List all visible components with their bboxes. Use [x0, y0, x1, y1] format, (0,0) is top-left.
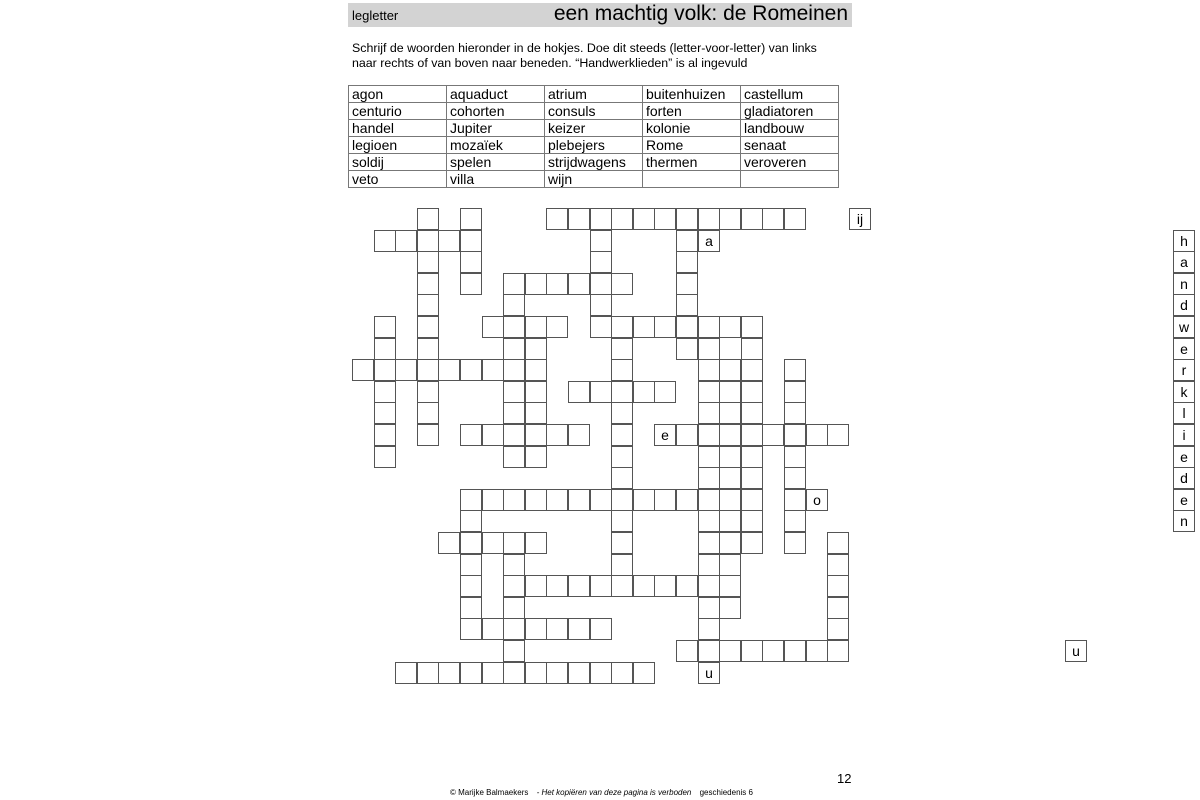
crossword-cell	[546, 424, 568, 446]
crossword-cell	[352, 359, 374, 381]
crossword-cell	[503, 640, 525, 662]
crossword-cell	[546, 575, 568, 597]
crossword-cell	[525, 381, 547, 403]
crossword-cell	[827, 597, 849, 619]
crossword-cell	[741, 489, 763, 511]
crossword-cell	[633, 575, 655, 597]
crossword-cell	[741, 316, 763, 338]
crossword-cell	[784, 359, 806, 381]
crossword-cell	[719, 554, 741, 576]
crossword-cell	[827, 554, 849, 576]
crossword-cell	[611, 467, 633, 489]
crossword-cell-prefilled: e	[1173, 338, 1195, 360]
crossword-cell	[784, 208, 806, 230]
crossword-cell	[784, 446, 806, 468]
crossword-cell	[460, 662, 482, 684]
crossword-cell	[482, 662, 504, 684]
crossword-cell	[590, 381, 612, 403]
crossword-cell	[503, 662, 525, 684]
crossword-cell	[741, 446, 763, 468]
crossword-cell	[460, 575, 482, 597]
crossword-cell	[784, 424, 806, 446]
crossword-cell	[654, 208, 676, 230]
crossword-cell-prefilled: n	[1173, 273, 1195, 295]
crossword-cell	[676, 294, 698, 316]
crossword-cell-prefilled: i	[1173, 424, 1195, 446]
crossword-cell	[698, 532, 720, 554]
crossword-cell	[676, 316, 698, 338]
crossword-cell	[546, 618, 568, 640]
crossword-cell	[698, 446, 720, 468]
crossword-cell	[698, 575, 720, 597]
crossword-cell	[719, 575, 741, 597]
crossword-cell-prefilled: h	[1173, 230, 1195, 252]
crossword-cell	[460, 424, 482, 446]
crossword-cell	[654, 381, 676, 403]
crossword-cell	[525, 618, 547, 640]
word-cell: buitenhuizen	[643, 86, 741, 103]
crossword-cell	[395, 359, 417, 381]
crossword-cell	[719, 424, 741, 446]
crossword-cell	[503, 575, 525, 597]
crossword-cell	[460, 554, 482, 576]
crossword-cell	[417, 424, 439, 446]
crossword-cell	[374, 402, 396, 424]
crossword-cell	[568, 575, 590, 597]
crossword-cell	[719, 402, 741, 424]
crossword-cell	[525, 273, 547, 295]
crossword-cell	[719, 208, 741, 230]
word-cell: forten	[643, 103, 741, 120]
crossword-cell	[741, 640, 763, 662]
crossword-cell	[590, 618, 612, 640]
crossword-cell	[633, 662, 655, 684]
crossword-cell	[503, 489, 525, 511]
crossword-cell	[503, 359, 525, 381]
crossword-cell	[417, 294, 439, 316]
crossword-cell	[482, 618, 504, 640]
crossword-cell	[590, 316, 612, 338]
crossword-cell	[676, 338, 698, 360]
word-cell: soldij	[349, 154, 447, 171]
crossword-cell	[633, 316, 655, 338]
word-cell: atrium	[545, 86, 643, 103]
crossword-cell	[611, 273, 633, 295]
crossword-cell	[698, 489, 720, 511]
word-cell: consuls	[545, 103, 643, 120]
crossword-cell	[698, 597, 720, 619]
crossword-cell	[719, 359, 741, 381]
crossword-cell	[460, 489, 482, 511]
crossword-cell	[503, 316, 525, 338]
crossword-cell	[503, 338, 525, 360]
crossword-cell	[590, 662, 612, 684]
word-cell: agon	[349, 86, 447, 103]
crossword-cell-prefilled: r	[1173, 359, 1195, 381]
crossword-cell	[374, 424, 396, 446]
crossword-cell	[784, 381, 806, 403]
crossword-cell	[395, 230, 417, 252]
crossword-cell	[719, 316, 741, 338]
crossword-cell	[590, 294, 612, 316]
crossword-cell	[698, 359, 720, 381]
crossword-cell	[741, 338, 763, 360]
crossword-cell	[417, 359, 439, 381]
crossword-cell	[460, 359, 482, 381]
crossword-cell	[460, 208, 482, 230]
crossword-cell	[784, 510, 806, 532]
crossword-cell	[568, 618, 590, 640]
crossword-cell-prefilled: k	[1173, 381, 1195, 403]
crossword-cell	[719, 467, 741, 489]
crossword-cell	[676, 640, 698, 662]
crossword-cell	[460, 273, 482, 295]
word-cell: castellum	[741, 86, 839, 103]
crossword-cell	[417, 316, 439, 338]
crossword-cell	[503, 424, 525, 446]
crossword-cell-prefilled: w	[1173, 316, 1195, 338]
crossword-cell	[395, 662, 417, 684]
crossword-cell	[546, 316, 568, 338]
crossword-cell	[590, 575, 612, 597]
crossword-cell	[676, 575, 698, 597]
crossword-cell	[590, 489, 612, 511]
crossword-cell	[719, 640, 741, 662]
crossword-cell	[611, 208, 633, 230]
crossword-cell	[590, 273, 612, 295]
crossword-cell	[719, 446, 741, 468]
crossword-cell	[611, 489, 633, 511]
worksheet-type-label: legletter	[352, 8, 399, 23]
crossword-cell	[741, 510, 763, 532]
crossword-cell	[525, 489, 547, 511]
crossword-cell	[417, 251, 439, 273]
crossword-cell-prefilled: l	[1173, 402, 1195, 424]
word-cell: gladiatoren	[741, 103, 839, 120]
crossword-cell	[633, 381, 655, 403]
crossword-cell	[525, 662, 547, 684]
crossword-cell	[827, 618, 849, 640]
crossword-cell	[460, 597, 482, 619]
crossword-cell	[503, 381, 525, 403]
crossword-cell	[590, 251, 612, 273]
crossword-cell	[676, 230, 698, 252]
instructions-line-1: Schrijf de woorden hieronder in de hokjes. Doe dit steeds (letter-voor-letter) van links	[352, 41, 817, 55]
crossword-cell	[568, 662, 590, 684]
crossword-cell	[611, 446, 633, 468]
crossword-cell	[827, 424, 849, 446]
crossword-cell	[525, 359, 547, 381]
crossword-cell	[698, 554, 720, 576]
crossword-cell	[633, 489, 655, 511]
crossword-cell	[503, 402, 525, 424]
word-cell: villa	[447, 171, 545, 188]
crossword-cell	[698, 618, 720, 640]
crossword-cell	[417, 402, 439, 424]
crossword-cell-prefilled: e	[654, 424, 676, 446]
crossword-cell	[698, 510, 720, 532]
footer-course: geschiedenis 6	[699, 788, 753, 797]
crossword-cell-prefilled: d	[1173, 467, 1195, 489]
word-cell: cohorten	[447, 103, 545, 120]
word-cell: centurio	[349, 103, 447, 120]
crossword-cell	[438, 532, 460, 554]
crossword-cell	[611, 662, 633, 684]
crossword-cell	[374, 338, 396, 360]
word-cell: kolonie	[643, 120, 741, 137]
crossword-cell	[525, 316, 547, 338]
instructions-line-2: naar rechts of van boven naar beneden. “Handwerklieden” is al ingevuld	[352, 56, 748, 70]
word-cell: veroveren	[741, 154, 839, 171]
crossword-cell	[784, 532, 806, 554]
crossword-cell	[741, 359, 763, 381]
crossword-cell	[438, 230, 460, 252]
crossword-cell	[590, 230, 612, 252]
crossword-cell	[611, 424, 633, 446]
crossword-cell	[611, 402, 633, 424]
crossword-cell	[676, 273, 698, 295]
word-cell: senaat	[741, 137, 839, 154]
crossword-cell	[719, 381, 741, 403]
crossword-cell	[611, 338, 633, 360]
crossword-cell	[676, 489, 698, 511]
word-cell: wijn	[545, 171, 643, 188]
crossword-cell	[460, 510, 482, 532]
crossword-cell-prefilled: e	[1173, 489, 1195, 511]
footer-copy-notice: - Het kopiëren van deze pagina is verboden	[536, 788, 692, 797]
crossword-cell	[503, 294, 525, 316]
word-cell: Jupiter	[447, 120, 545, 137]
crossword-cell	[654, 489, 676, 511]
word-cell: legioen	[349, 137, 447, 154]
crossword-cell-prefilled: n	[1173, 510, 1195, 532]
crossword-cell	[827, 640, 849, 662]
crossword-cell	[741, 467, 763, 489]
crossword-cell-prefilled: a	[1173, 251, 1195, 273]
crossword-cell-prefilled: o	[806, 489, 828, 511]
crossword-cell	[568, 424, 590, 446]
word-cell: keizer	[545, 120, 643, 137]
crossword-cell	[698, 338, 720, 360]
crossword-cell	[482, 489, 504, 511]
crossword-cell	[525, 532, 547, 554]
word-cell: aquaduct	[447, 86, 545, 103]
crossword-cell	[806, 424, 828, 446]
crossword-cell	[546, 489, 568, 511]
crossword-cell	[460, 618, 482, 640]
crossword-cell	[762, 640, 784, 662]
crossword-cell	[611, 510, 633, 532]
crossword-cell	[568, 273, 590, 295]
crossword-cell	[417, 338, 439, 360]
crossword-cell	[676, 208, 698, 230]
crossword-cell	[568, 208, 590, 230]
crossword-cell	[482, 316, 504, 338]
crossword-cell	[676, 424, 698, 446]
crossword-cell	[503, 618, 525, 640]
crossword-cell	[741, 381, 763, 403]
crossword-cell	[698, 424, 720, 446]
crossword-cell	[374, 316, 396, 338]
crossword-cell	[741, 402, 763, 424]
crossword-cell	[698, 640, 720, 662]
word-cell: thermen	[643, 154, 741, 171]
crossword-cell-prefilled: ij	[849, 208, 871, 230]
crossword-cell	[482, 424, 504, 446]
crossword-cell	[590, 208, 612, 230]
crossword-cell	[719, 510, 741, 532]
crossword-cell	[525, 424, 547, 446]
crossword-cell	[525, 402, 547, 424]
word-cell: landbouw	[741, 120, 839, 137]
page-number: 12	[837, 771, 852, 786]
crossword-cell	[503, 597, 525, 619]
crossword-cell	[784, 489, 806, 511]
crossword-cell	[762, 424, 784, 446]
crossword-cell	[611, 381, 633, 403]
crossword-cell	[741, 208, 763, 230]
crossword-cell	[503, 273, 525, 295]
crossword-cell	[719, 597, 741, 619]
footer	[450, 788, 753, 797]
crossword-cell	[546, 662, 568, 684]
crossword-cell	[633, 208, 655, 230]
crossword-cell	[374, 230, 396, 252]
crossword-cell	[741, 424, 763, 446]
crossword-cell	[762, 208, 784, 230]
crossword-cell	[503, 446, 525, 468]
crossword-cell	[698, 381, 720, 403]
crossword-cell	[460, 532, 482, 554]
crossword-cell-prefilled: u	[698, 662, 720, 684]
crossword-cell	[698, 402, 720, 424]
crossword-cell	[546, 208, 568, 230]
crossword-cell	[546, 273, 568, 295]
crossword-cell	[654, 575, 676, 597]
crossword-cell	[698, 316, 720, 338]
crossword-cell	[654, 316, 676, 338]
crossword-cell	[460, 251, 482, 273]
crossword-cell	[417, 273, 439, 295]
word-cell: plebejers	[545, 137, 643, 154]
crossword-cell	[827, 575, 849, 597]
crossword-cell	[719, 489, 741, 511]
crossword-cell	[482, 359, 504, 381]
crossword-cell	[806, 640, 828, 662]
crossword-cell	[719, 532, 741, 554]
crossword-cell	[827, 532, 849, 554]
crossword-cell	[611, 554, 633, 576]
crossword-cell	[503, 532, 525, 554]
crossword-cell	[374, 446, 396, 468]
crossword-cell	[611, 359, 633, 381]
crossword-cell	[611, 316, 633, 338]
word-cell: mozaïek	[447, 137, 545, 154]
crossword-cell	[503, 554, 525, 576]
crossword-cell	[374, 381, 396, 403]
crossword-cell	[374, 359, 396, 381]
crossword-cell	[525, 446, 547, 468]
crossword-cell	[482, 532, 504, 554]
crossword-cell	[784, 402, 806, 424]
crossword-cell	[460, 230, 482, 252]
crossword-cell	[784, 640, 806, 662]
crossword-cell-prefilled: a	[698, 230, 720, 252]
crossword-cell	[784, 467, 806, 489]
crossword-cell	[698, 467, 720, 489]
crossword-cell	[611, 575, 633, 597]
crossword-cell	[525, 575, 547, 597]
crossword-cell	[438, 662, 460, 684]
crossword-cell	[568, 489, 590, 511]
crossword-cell-prefilled: u	[1065, 640, 1087, 662]
crossword-cell	[417, 662, 439, 684]
crossword-cell	[417, 381, 439, 403]
crossword-cell	[417, 208, 439, 230]
crossword-cell-prefilled: d	[1173, 294, 1195, 316]
crossword-cell	[568, 381, 590, 403]
crossword-cell	[698, 208, 720, 230]
word-cell: handel	[349, 120, 447, 137]
crossword-cell	[741, 532, 763, 554]
word-cell: veto	[349, 171, 447, 188]
crossword-cell	[525, 338, 547, 360]
crossword-cell-prefilled: e	[1173, 446, 1195, 468]
word-cell: Rome	[643, 137, 741, 154]
word-cell: spelen	[447, 154, 545, 171]
footer-copyright: © Marijke Balmaekers	[450, 788, 529, 797]
crossword-cell	[611, 532, 633, 554]
crossword-cell	[438, 359, 460, 381]
crossword-cell	[417, 230, 439, 252]
page-title: een machtig volk: de Romeinen	[553, 2, 848, 25]
crossword-cell	[676, 251, 698, 273]
word-cell: strijdwagens	[545, 154, 643, 171]
